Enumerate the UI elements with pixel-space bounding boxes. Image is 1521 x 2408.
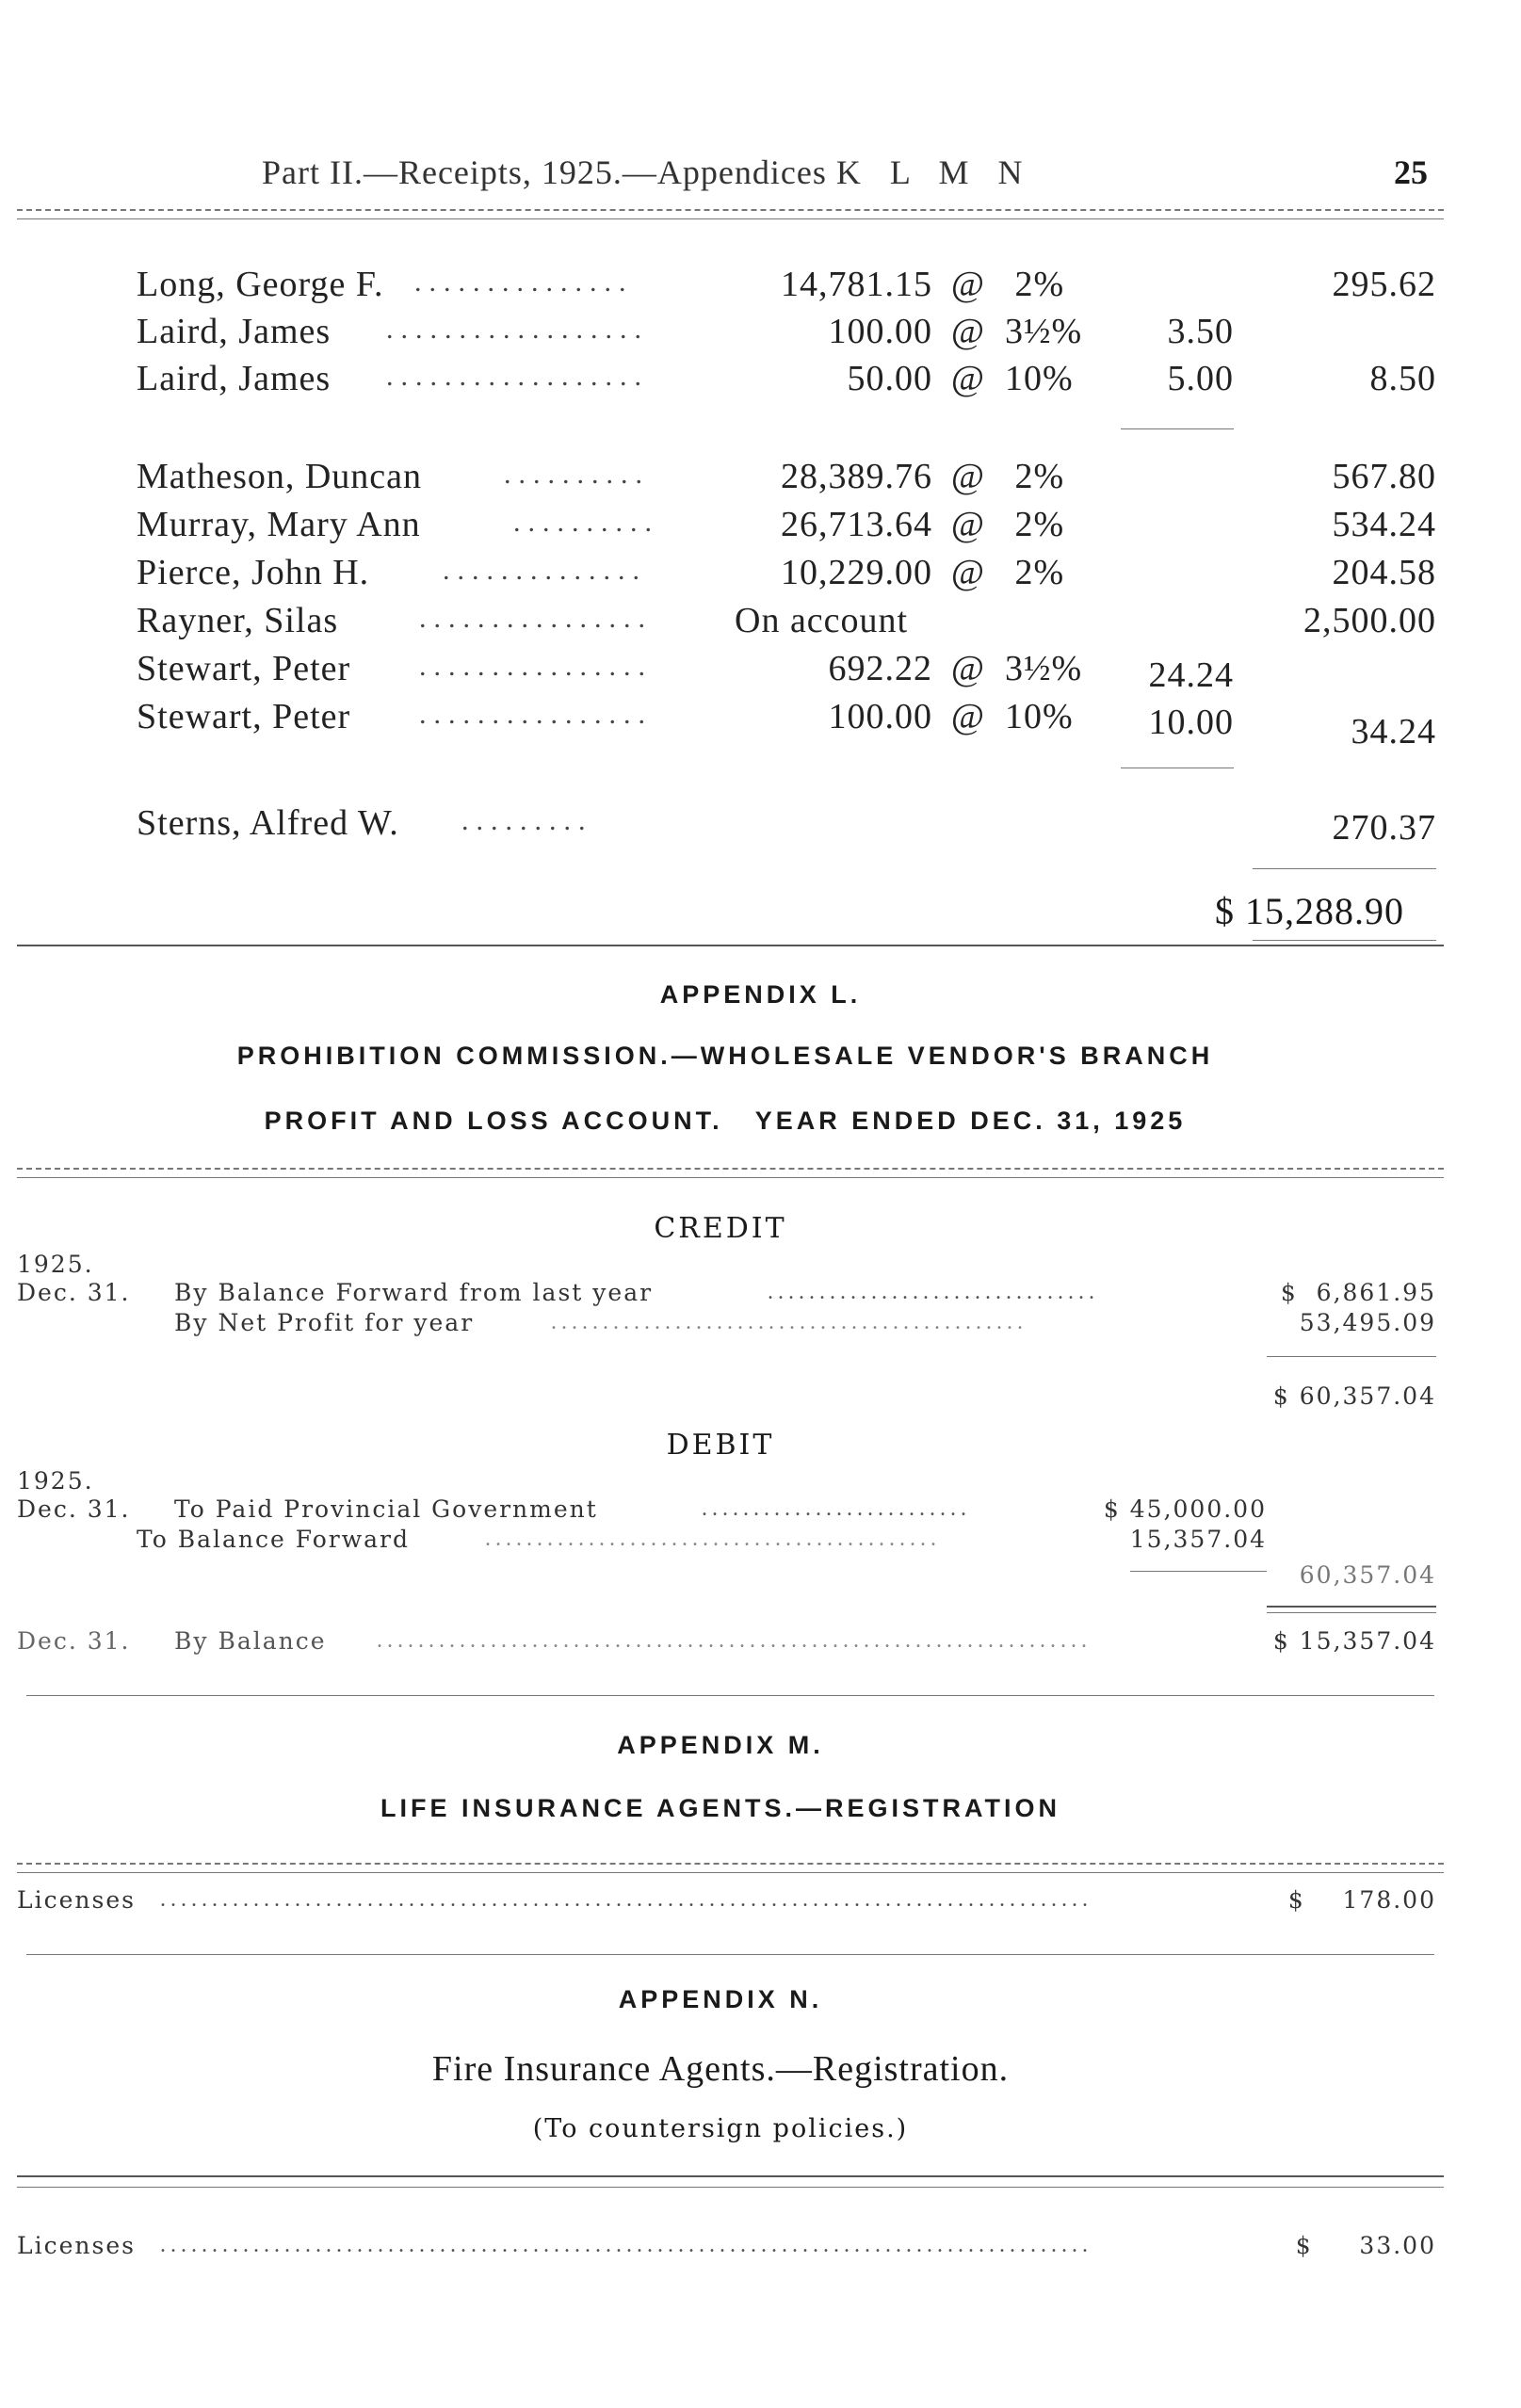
section-rule-2 bbox=[17, 1872, 1444, 1873]
leader-dots: .............................................. bbox=[551, 1310, 1027, 1334]
appendix-n-title: APPENDIX N. bbox=[618, 1985, 823, 2013]
appendix-n-line-amount: $ 33.00 bbox=[1295, 2232, 1436, 2259]
table-row-amount: 100.00 bbox=[828, 312, 932, 351]
appendix-l-title: APPENDIX L. bbox=[659, 980, 862, 1009]
section-rule-2 bbox=[17, 1177, 1444, 1178]
table-row-name: Pierce, John H. bbox=[137, 553, 370, 592]
subtotal-rule bbox=[1121, 428, 1234, 429]
balance-line-text: By Balance bbox=[174, 1627, 327, 1655]
credit-year: 1925. bbox=[17, 1251, 94, 1278]
leader-dots: .......................................................................................... bbox=[160, 2233, 1092, 2257]
table-row-rate: @ 2% bbox=[951, 505, 1065, 544]
table-row-name: Stewart, Peter bbox=[137, 697, 351, 736]
table-row-total: 534.24 bbox=[1332, 505, 1436, 544]
leader-dots: ............................................ bbox=[485, 1527, 941, 1551]
table-row-total: 34.24 bbox=[1351, 712, 1436, 751]
table-row-partial: 3.50 bbox=[1167, 312, 1234, 351]
leader-dots: ..................................................................... bbox=[377, 1628, 1092, 1653]
table-row-name: Laird, James bbox=[137, 312, 332, 351]
appendix-l-subtitle-2: PROFIT AND LOSS ACCOUNT. YEAR ENDED DEC. 31, 1925 bbox=[264, 1107, 1187, 1135]
table-row-total: 567.80 bbox=[1332, 457, 1436, 496]
table-row-amount: 14,781.15 bbox=[781, 265, 932, 304]
total-rule-bottom bbox=[1253, 940, 1436, 941]
credit-heading: CREDIT bbox=[654, 1212, 787, 1245]
appendix-m-line-amount: $ 178.00 bbox=[1287, 1886, 1436, 1914]
table-row-rate: @ 3½% bbox=[951, 649, 1083, 688]
section-divider bbox=[17, 945, 1444, 946]
total-rule-2 bbox=[1267, 1612, 1436, 1613]
table-row-name: Laird, James bbox=[137, 359, 332, 398]
debit-year: 1925. bbox=[17, 1467, 94, 1495]
debit-heading: DEBIT bbox=[666, 1429, 775, 1462]
credit-line-date: Dec. 31. bbox=[17, 1279, 131, 1306]
debit-line-amount: $ 45,000.00 bbox=[1103, 1495, 1267, 1523]
leader-dots: .......... bbox=[504, 459, 650, 490]
section-rule bbox=[17, 1168, 1444, 1170]
credit-line-amount: 53,495.09 bbox=[1299, 1309, 1436, 1336]
leader-dots: .......................................................................................... bbox=[160, 1887, 1092, 1912]
table-row-total: 8.50 bbox=[1369, 359, 1436, 398]
credit-line-amount: $ 6,861.95 bbox=[1280, 1279, 1436, 1306]
table-row-amount: 50.00 bbox=[847, 359, 932, 398]
table-row-rate: @ 10% bbox=[951, 697, 1074, 736]
appendix-m-line-label: Licenses bbox=[17, 1886, 136, 1914]
table-row-name: Sterns, Alfred W. bbox=[137, 803, 399, 843]
table-row-name: Rayner, Silas bbox=[137, 601, 339, 640]
table-row-name: Murray, Mary Ann bbox=[137, 505, 421, 544]
table-row-rate: @ 2% bbox=[951, 265, 1065, 304]
leader-dots: ................................ bbox=[768, 1280, 1099, 1304]
debit-line-text: To Balance Forward bbox=[137, 1526, 410, 1553]
table-row-rate: @ 2% bbox=[951, 457, 1065, 496]
table-row-rate: @ 3½% bbox=[951, 312, 1083, 351]
appendix-n-line-label: Licenses bbox=[17, 2232, 136, 2259]
table-row-rate: @ 2% bbox=[951, 553, 1065, 592]
debit-line-amount: 15,357.04 bbox=[1129, 1526, 1267, 1553]
debit-line-text: To Paid Provincial Government bbox=[174, 1495, 598, 1523]
table-row-total: 204.58 bbox=[1332, 553, 1436, 592]
section-divider bbox=[26, 1695, 1434, 1696]
leader-dots: ................ bbox=[419, 603, 653, 634]
credit-line-text: By Balance Forward from last year bbox=[174, 1279, 654, 1306]
credit-total: $ 60,357.04 bbox=[1272, 1382, 1436, 1410]
leader-dots: ................ bbox=[419, 651, 653, 682]
table-row-name: Stewart, Peter bbox=[137, 649, 351, 688]
balance-line-amount: $ 15,357.04 bbox=[1272, 1627, 1436, 1655]
total-rule bbox=[1267, 1356, 1436, 1357]
leader-dots: ......... bbox=[461, 805, 593, 836]
running-header: Part II.—Receipts, 1925.—Appendices K L M N bbox=[262, 154, 1024, 191]
table-row-amount: 692.22 bbox=[828, 649, 932, 688]
table-row-amount: 28,389.76 bbox=[781, 457, 932, 496]
appendix-m-subtitle: LIFE INSURANCE AGENTS.—REGISTRATION bbox=[380, 1794, 1061, 1822]
table-row-amount: 10,229.00 bbox=[781, 553, 932, 592]
page-number: 25 bbox=[1394, 154, 1428, 191]
table-row-partial: 10.00 bbox=[1148, 703, 1234, 742]
grand-total: $ 15,288.90 bbox=[1215, 890, 1404, 932]
debit-line-date: Dec. 31. bbox=[17, 1495, 131, 1523]
leader-dots: ................ bbox=[419, 699, 653, 730]
debit-total: 60,357.04 bbox=[1299, 1561, 1436, 1589]
section-rule-2 bbox=[17, 2187, 1444, 2188]
appendix-l-subtitle: PROHIBITION COMMISSION.—WHOLESALE VENDOR'S BRANCH bbox=[236, 1042, 1214, 1070]
leader-dots: .................. bbox=[386, 361, 649, 392]
appendix-n-subtitle: Fire Insurance Agents.—Registration. bbox=[431, 2049, 1010, 2089]
table-row-name: Long, George F. bbox=[137, 265, 384, 304]
table-row-amount: 26,713.64 bbox=[781, 505, 932, 544]
section-rule bbox=[17, 1863, 1444, 1865]
table-row-total: 270.37 bbox=[1332, 808, 1436, 848]
leader-dots: .................. bbox=[386, 314, 649, 345]
leader-dots: ............... bbox=[414, 267, 634, 298]
header-rule bbox=[17, 209, 1444, 211]
table-row-amount: 100.00 bbox=[828, 697, 932, 736]
table-row-partial: 24.24 bbox=[1148, 655, 1234, 695]
leader-dots: .......... bbox=[513, 507, 659, 538]
balance-line-date: Dec. 31. bbox=[17, 1627, 131, 1655]
table-row-rate: @ 10% bbox=[951, 359, 1074, 398]
total-rule bbox=[1253, 868, 1436, 869]
appendix-n-note: (To countersign policies.) bbox=[532, 2114, 909, 2143]
total-rule bbox=[1267, 1606, 1436, 1608]
table-row-name: Matheson, Duncan bbox=[137, 457, 423, 496]
credit-line-text: By Net Profit for year bbox=[174, 1309, 475, 1336]
section-divider bbox=[26, 1954, 1434, 1955]
table-row-total: 295.62 bbox=[1332, 265, 1436, 304]
table-row-total: 2,500.00 bbox=[1303, 601, 1436, 640]
table-row-partial: 5.00 bbox=[1167, 359, 1234, 398]
section-rule bbox=[17, 2175, 1444, 2177]
leader-dots: .......................... bbox=[702, 1496, 971, 1521]
header-rule-2 bbox=[17, 218, 1444, 219]
leader-dots: .............. bbox=[443, 555, 647, 586]
table-row-amount: On account bbox=[735, 601, 909, 640]
appendix-m-title: APPENDIX M. bbox=[617, 1731, 824, 1759]
